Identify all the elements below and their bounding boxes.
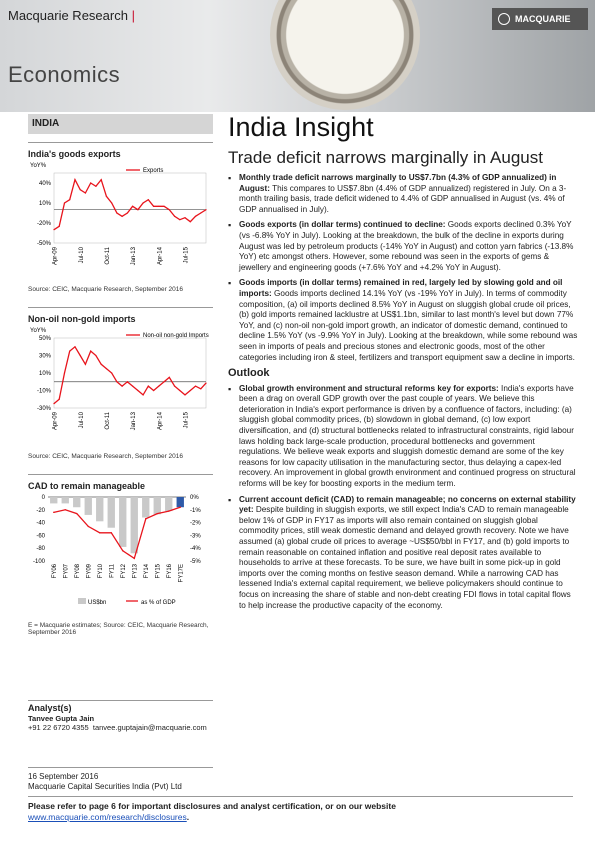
- exports-legend-label: Exports: [143, 168, 164, 174]
- bullet-3: ▪ Goods imports (in dollar terms) remained in red, largely led by slowing gold and oil imports: Goods imports declined 14.1% YoY (vs -19% YoY in July). In terms of commodity composition, (a) oil imports declined 8.5% YoY in August on sluggish global crude oil prices, (b) gold imports remained lacklustre at US$1.1bn, similar to last month's level but down 77% YoY, and (c) non-oil non-gold import growth, an indicator of domestic demand, continued to decline 1.5% YoY (vs -9.9% YoY in July). Looking at the breakdown, while some rebound was seen in imports of peals and precious stones and electronic goods, most of the other categories including iron & steel, fertilizers and transport equipment saw a decline in imports.: [228, 278, 578, 363]
- exports-xtick: Jan-13: [131, 247, 138, 266]
- cad-left-ytick: -80: [36, 546, 45, 553]
- cad-xtick: FY12: [120, 564, 127, 579]
- imports-data-point: [153, 390, 154, 391]
- exports-ytick: -20%: [36, 221, 51, 227]
- exports-data-point: [101, 179, 102, 180]
- imports-data-point: [80, 355, 81, 356]
- exports-xtick: Oct-11: [105, 247, 112, 265]
- exports-data-point: [90, 182, 91, 183]
- imports-xtick: Apr-09: [52, 412, 59, 431]
- exports-data-point: [169, 209, 170, 210]
- macquarie-logo: MACQUARIE: [492, 8, 588, 30]
- imports-xtick: Oct-11: [105, 412, 112, 430]
- outlook-heading: Outlook: [228, 367, 270, 380]
- cad-bar: [96, 497, 103, 521]
- imports-data-point: [158, 386, 159, 387]
- imports-data-point: [190, 390, 191, 391]
- exports-ytick: 10%: [38, 201, 51, 207]
- cad-legend-line-label: as % of GDP: [141, 600, 176, 606]
- analyst-name: Tanvee Gupta Jain: [28, 713, 95, 723]
- imports-data-point: [205, 382, 206, 383]
- exports-data-point: [148, 199, 149, 200]
- cad-gdp-point: [88, 526, 89, 527]
- footer-text: Please refer to page 6 for important disclosures and analyst certification, or on our website: [28, 801, 396, 811]
- exports-data-point: [132, 206, 133, 207]
- compass-image: [270, 0, 420, 110]
- exports-data-point: [200, 212, 201, 213]
- imports-data-point: [169, 377, 170, 378]
- exports-data-point: [143, 202, 144, 203]
- imports-data-point: [116, 381, 117, 382]
- imports-ytick: 30%: [38, 353, 51, 360]
- exports-data-point: [127, 212, 128, 213]
- imports-data-point: [59, 399, 60, 400]
- section-title: Economics: [8, 62, 121, 87]
- exports-data-point: [174, 216, 175, 217]
- report-entity: Macquarie Capital Securities India (Pvt) Ltd: [28, 782, 182, 791]
- imports-data-point: [95, 355, 96, 356]
- imports-data-point: [85, 364, 86, 365]
- analyst-email[interactable]: tanvee.guptajain@macquarie.com: [92, 723, 207, 732]
- cad-left-ytick: -40: [36, 520, 45, 527]
- chart-title-cad: CAD to remain manageable: [28, 474, 213, 491]
- cad-bar: [85, 497, 92, 515]
- cad-left-ytick: -60: [36, 533, 45, 540]
- imports-xtick: Jan-13: [131, 412, 138, 431]
- imports-ytick: 10%: [38, 371, 51, 377]
- cad-bar: [62, 497, 69, 503]
- imports-data-point: [195, 386, 196, 387]
- cad-gdp-point: [180, 507, 181, 508]
- chart-exports: [28, 159, 213, 281]
- exports-data-point: [184, 217, 185, 218]
- cad-right-ytick: -3%: [190, 533, 201, 540]
- imports-data-point: [132, 386, 133, 387]
- imports-data-point: [127, 381, 128, 382]
- cad-gdp-point: [76, 513, 77, 514]
- imports-data-point: [90, 351, 91, 352]
- bullet-1: ▪ Monthly trade deficit narrows marginally to US$7.7bn (4.3% of GDP annualized) in August: This compares to US$7.8bn (4.4% of GDP annualized) registered in July. On a 3-month trailing basis, trade deficit widened to 4.4% of GDP annualised in August (vs. 4% of GDP annualised in July).: [228, 173, 578, 215]
- cad-gdp-point: [157, 513, 158, 514]
- chart-imports: [28, 324, 213, 448]
- imports-data-point: [137, 390, 138, 391]
- exports-data-point: [85, 192, 86, 193]
- cad-left-ytick: 0: [41, 495, 45, 501]
- cad-right-ytick: -2%: [190, 520, 201, 527]
- imports-legend-label: Non-oil non-gold Imports: [143, 333, 209, 339]
- cad-bar: [131, 497, 138, 553]
- report-body: [228, 173, 578, 616]
- chart-title-imports: Non-oil non-gold imports: [28, 307, 213, 324]
- imports-data-point: [179, 390, 180, 391]
- cad-left-ytick: -100: [32, 559, 45, 565]
- bullet-2: ▪ Goods exports (in dollar terms) continued to decline: Goods exports declined 0.3% YoY (vs -6.8% YoY in July). Looking at the breakdown, the bulk of the decline in exports during August was led by petroleum products (-14% YoY in August) and cotton yarn fabrics (-13.8% YoY) etc amongst others. However, some rebound was seen in the exports of gems & jewellery and engineering goods (+7.6% YoY and +4.2% YoY in August).: [228, 220, 578, 273]
- exports-data-point: [195, 216, 196, 217]
- cad-xtick: FY06: [51, 564, 58, 579]
- imports-data-point: [69, 351, 70, 352]
- cad-xtick: FY17E: [178, 564, 185, 583]
- cad-bar: [154, 497, 161, 514]
- date-block: [28, 767, 213, 792]
- brand-name: Macquarie Research |: [8, 8, 135, 23]
- imports-plot-frame: [54, 338, 206, 408]
- cad-gdp-point: [111, 532, 112, 533]
- imports-xtick: Jul-10: [78, 412, 85, 429]
- imports-ytick: 50%: [38, 336, 51, 342]
- exports-ylabel: YoY%: [30, 163, 47, 169]
- report-header: [0, 0, 595, 112]
- cad-xtick: FY07: [63, 564, 70, 579]
- exports-xtick: Apr-14: [157, 247, 164, 266]
- exports-xtick: Jul-15: [183, 247, 190, 264]
- imports-data-point: [184, 394, 185, 395]
- exports-data-point: [53, 229, 54, 230]
- cad-right-ytick: 0%: [190, 495, 199, 501]
- chart-cad: [28, 491, 213, 611]
- cad-legend-bar-swatch: [78, 598, 86, 604]
- chart-source-cad: E = Macquarie estimates; Source: CEIC, Macquarie Research, September 2016: [28, 622, 209, 636]
- exports-data-point: [69, 199, 70, 200]
- cad-xtick: FY14: [143, 564, 150, 579]
- chart-title-exports: India's goods exports: [28, 142, 213, 159]
- analyst-heading: Analyst(s): [28, 703, 72, 713]
- cad-gdp-line: [54, 507, 181, 558]
- disclosures-link[interactable]: www.macquarie.com/research/disclosures: [28, 812, 187, 822]
- chart-source-exports: Source: CEIC, Macquarie Research, September 2016: [28, 286, 183, 293]
- cad-left-ytick: -20: [36, 507, 45, 514]
- imports-ylabel: YoY%: [30, 328, 47, 334]
- imports-data-point: [106, 368, 107, 369]
- cad-xtick: FY11: [109, 564, 116, 578]
- exports-xtick: Jul-10: [78, 247, 85, 264]
- imports-data-point: [74, 346, 75, 347]
- analyst-contact: +91 22 6720 4355 tanvee.guptajain@macquarie.com: [28, 723, 207, 732]
- exports-data-point: [64, 202, 65, 203]
- imports-data-point: [111, 372, 112, 373]
- report-date: 16 September 2016: [28, 772, 99, 781]
- exports-series-line: [54, 180, 206, 230]
- imports-data-point: [148, 386, 149, 387]
- cad-gdp-point: [168, 510, 169, 511]
- footer: Please refer to page 6 for important disclosures and analyst certification, or on our website www.macquarie.com/research/disclosures.: [28, 801, 573, 823]
- cad-gdp-point: [99, 532, 100, 533]
- cad-gdp-point: [134, 558, 135, 559]
- cad-xtick: FY10: [97, 564, 104, 579]
- cad-xtick: FY09: [86, 564, 93, 579]
- imports-data-point: [101, 364, 102, 365]
- exports-data-point: [163, 206, 164, 207]
- report-subtitle: Trade deficit narrows marginally in August: [228, 148, 543, 167]
- exports-data-point: [111, 202, 112, 203]
- exports-data-point: [158, 206, 159, 207]
- imports-data-point: [200, 388, 201, 389]
- imports-xtick: Apr-14: [157, 412, 164, 431]
- cad-bar: [142, 497, 149, 517]
- exports-data-point: [153, 206, 154, 207]
- exports-data-point: [190, 221, 191, 222]
- cad-legend-bar-label: US$bn: [88, 600, 107, 606]
- imports-data-point: [53, 403, 54, 404]
- cad-bar: [108, 497, 115, 528]
- cad-bar: [119, 497, 126, 547]
- exports-data-point: [74, 179, 75, 180]
- chart-source-imports: Source: CEIC, Macquarie Research, September 2016: [28, 453, 183, 460]
- cad-right-ytick: -1%: [190, 507, 201, 514]
- exports-data-point: [179, 219, 180, 220]
- outlook-bullet-2: ▪ Current account deficit (CAD) to remain manageable; no concerns on external stability yet: Despite building in sluggish exports, we still expect India's CAD to remain manageable below 1% of GDP in FY17 as imports will also remain contained on sluggish global commodity prices, still weak domestic demand and delayed growth recovery. Note we have assumed (a) global crude oil prices to average ~US$50/bbl in FY17, and (b) gold imports to remain reasonable on contained inflation and positive real deposit rates available to households to arrive at these forecasts. To be sure, we have built in some pick-up in gold imports over the coming months on festive season demand. While a narrowing CAD has lessened India's external capital requirement, we believe policymakers should continue to focus on increasing the share of stable and non-debt creating FDI flows in total capital flows to help increase the productive capacity of the economy.: [228, 495, 578, 612]
- cad-bar: [50, 497, 57, 503]
- exports-data-point: [116, 212, 117, 213]
- country-label: INDIA: [28, 114, 213, 134]
- exports-ytick: -50%: [36, 241, 51, 247]
- left-sidebar: [28, 114, 213, 636]
- imports-data-point: [163, 381, 164, 382]
- exports-data-point: [137, 209, 138, 210]
- cad-xtick: FY13: [132, 564, 139, 579]
- cad-gdp-point: [53, 512, 54, 513]
- imports-data-point: [174, 386, 175, 387]
- exports-data-point: [205, 209, 206, 210]
- cad-bar: [73, 497, 80, 507]
- exports-data-point: [59, 226, 60, 227]
- exports-xtick: Apr-09: [52, 247, 59, 266]
- imports-series-line: [54, 347, 206, 404]
- imports-data-point: [64, 372, 65, 373]
- imports-data-point: [122, 386, 123, 387]
- cad-xtick: FY08: [74, 564, 81, 579]
- cad-gdp-point: [65, 509, 66, 510]
- exports-data-point: [122, 216, 123, 217]
- cad-bar: [165, 497, 172, 511]
- exports-data-point: [80, 189, 81, 190]
- imports-ytick: -10%: [36, 388, 51, 395]
- outlook-bullet-1: ▪ Global growth environment and structural reforms key for exports: India's exports have been a drag on overall GDP growth over the past couple of years. We believe this deterioration in India's export performance is driven by a confluence of factors, including: (a) sluggish global commodity prices, (b) slowdown in global demand, (c) low export diversification, and (d) structural bottlenecks related to infrastructural constraints, rigid labour laws holding back large-scale production, procedural bottlenecks and government regulations. We believe weak exports and sluggish domestic demand are some of the key reasons for low capacity utilisation in the manufacturing sector, thus delaying a capex-led recovery. An improvement in global growth environment and continued progress on structural reforms will be key for boosting exports in the medium term.: [228, 384, 578, 490]
- cad-right-ytick: -4%: [190, 546, 201, 553]
- analyst-block: [28, 700, 213, 733]
- exports-data-point: [95, 186, 96, 187]
- logo-circle-icon: [498, 13, 510, 25]
- cad-gdp-point: [122, 550, 123, 551]
- imports-xtick: Jul-15: [183, 412, 190, 429]
- cad-xtick: FY15: [155, 564, 162, 579]
- imports-data-point: [143, 394, 144, 395]
- cad-gdp-point: [145, 518, 146, 519]
- footer-divider: [28, 796, 573, 797]
- report-title: India Insight: [228, 112, 374, 142]
- exports-ytick: 40%: [38, 181, 51, 187]
- cad-xtick: FY16: [166, 564, 173, 579]
- cad-right-ytick: -5%: [190, 559, 201, 565]
- imports-ytick: -30%: [36, 406, 51, 412]
- exports-data-point: [106, 196, 107, 197]
- cad-bar: [177, 497, 184, 507]
